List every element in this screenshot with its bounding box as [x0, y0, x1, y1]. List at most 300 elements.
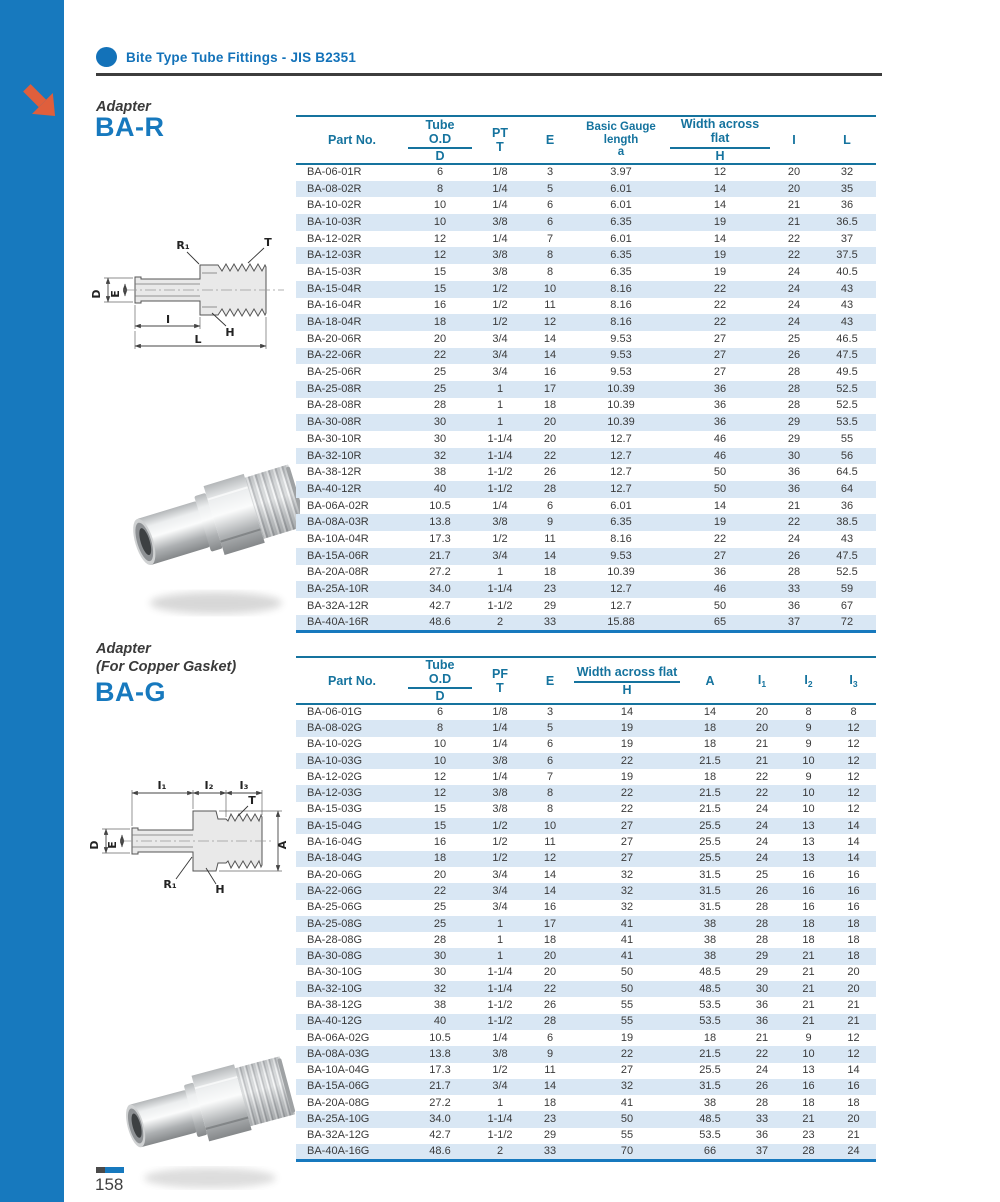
table-cell: 3/4: [492, 1080, 508, 1093]
table-row: [296, 981, 876, 997]
table-cell: 13: [802, 1064, 815, 1077]
table-cell: 25: [433, 901, 447, 914]
table-cell: 1: [496, 1096, 504, 1109]
table-cell: 16: [847, 901, 860, 914]
table-cell: BA-30-08G: [307, 950, 363, 963]
table-cell: 21: [755, 754, 769, 767]
table-cell: BA-10A-04G: [307, 1064, 370, 1077]
table-row: [296, 1095, 876, 1111]
table-cell: 24: [787, 316, 801, 329]
table-cell: 1: [496, 566, 504, 579]
table-cell: 38: [703, 950, 717, 963]
table-cell: 14: [543, 868, 557, 881]
table-cell: 15: [433, 803, 447, 816]
table-cell: 5: [546, 182, 554, 195]
table-cell: 16: [802, 868, 815, 881]
table-cell: 36: [787, 466, 801, 479]
section2-kind-sublabel: (For Copper Gasket): [96, 659, 237, 675]
table-cell: 21: [802, 1015, 815, 1028]
table-cell: 21.5: [699, 803, 721, 816]
table-cell: 36: [787, 599, 801, 612]
table-cell: 21: [802, 982, 815, 995]
table-cell: 21: [755, 738, 769, 751]
table-cell: 3/8: [492, 265, 508, 278]
table-cell: 9.53: [610, 549, 632, 562]
table-cell: 1/2: [492, 316, 508, 329]
table-cell: 1: [496, 399, 504, 412]
table-cell: 18: [703, 770, 717, 783]
table-cell: 26: [543, 466, 557, 479]
table-cell: 6: [546, 199, 554, 212]
table-cell: 36: [755, 998, 769, 1011]
table-cell: BA-15-03G: [307, 803, 363, 816]
table-cell: 1/4: [492, 1031, 508, 1044]
table-cell: 50: [713, 599, 727, 612]
table-cell: 28: [787, 566, 801, 579]
table-cell: 3.97: [610, 166, 632, 179]
table-cell: 13: [802, 819, 815, 832]
table-cell: 32: [840, 166, 854, 179]
table-cell: 10: [433, 199, 447, 212]
table-cell: 12: [433, 232, 447, 245]
table-cell: 12.7: [610, 599, 632, 612]
table-cell: 36: [713, 566, 727, 579]
table-cell: 32: [620, 901, 634, 914]
table-cell: 24: [787, 265, 801, 278]
table-cell: 22: [433, 349, 447, 362]
table-cell: BA-28-08R: [307, 399, 362, 412]
table-cell: 8.16: [610, 532, 632, 545]
table-cell: 22: [620, 1047, 634, 1060]
table-cell: 19: [713, 265, 727, 278]
table-cell: 26: [787, 349, 801, 362]
table-cell: 18: [802, 1096, 815, 1109]
table-cell: BA-10-03R: [307, 215, 362, 228]
table-cell: BA-28-08G: [307, 933, 363, 946]
table-cell: 3/8: [492, 516, 508, 529]
table-cell: 53.5: [836, 416, 858, 429]
table-cell: BA-18-04R: [307, 316, 362, 329]
table-cell: 11: [544, 532, 556, 545]
table-cell: 3: [546, 706, 554, 719]
table-cell: 24: [755, 852, 769, 865]
table-cell: 27.2: [429, 566, 451, 579]
table-row: [296, 1128, 876, 1144]
dim-label-l: L: [194, 333, 202, 346]
ba-g-table-header-row: [296, 657, 876, 704]
table-cell: 1: [496, 950, 504, 963]
table-cell: 27: [620, 1064, 634, 1077]
table-cell: BA-22-06G: [307, 884, 363, 897]
table-cell: 14: [543, 332, 557, 345]
table-cell: 5: [546, 721, 554, 734]
table-cell: BA-30-10R: [307, 432, 362, 445]
table-row: [296, 1079, 876, 1095]
table-cell: 16: [543, 366, 557, 379]
table-cell: BA-06-01G: [307, 706, 363, 719]
table-cell: 10: [802, 803, 815, 816]
table-cell: 9.53: [610, 332, 632, 345]
table-cell: 6: [436, 166, 444, 179]
table-cell: 32: [433, 449, 447, 462]
ba-r-table-header-row: [296, 116, 876, 164]
table-cell: 20: [847, 982, 860, 995]
table-cell: 24: [847, 1144, 860, 1157]
table-cell: 40: [433, 1015, 447, 1028]
table-cell: 2: [496, 615, 504, 628]
table-row: [296, 448, 876, 465]
table-cell: 3/8: [492, 215, 508, 228]
table-cell: 14: [543, 549, 557, 562]
table-cell: 25: [787, 332, 801, 345]
table-cell: 14: [847, 1064, 860, 1077]
table-cell: 20: [847, 966, 860, 979]
table-cell: 38: [433, 998, 447, 1011]
ba-r-table: [296, 115, 876, 633]
table-cell: 46.5: [836, 332, 858, 345]
table-cell: 24: [787, 532, 801, 545]
table-cell: 36: [713, 382, 727, 395]
table-cell: 24: [755, 803, 769, 816]
table-cell: 1-1/2: [487, 466, 513, 479]
col-header-width-across-flat: Width across flat H: [572, 657, 682, 704]
table-cell: 52.5: [836, 566, 858, 579]
table-cell: 18: [543, 399, 557, 412]
table-cell: 28: [787, 399, 801, 412]
table-row: [296, 381, 876, 398]
table-cell: BA-25A-10R: [307, 583, 369, 596]
table-cell: 14: [703, 706, 717, 719]
table-cell: 6.01: [610, 182, 632, 195]
table-cell: 25.5: [699, 852, 721, 865]
table-cell: 20: [755, 706, 769, 719]
table-cell: 7: [546, 770, 554, 783]
col-header-pt: PT T: [492, 126, 508, 154]
table-cell: 31.5: [699, 1080, 721, 1093]
table-cell: 1-1/4: [487, 982, 513, 995]
table-cell: 46: [713, 449, 727, 462]
table-cell: 26: [755, 1080, 769, 1093]
table-cell: 6.35: [610, 516, 632, 529]
table-row: [296, 398, 876, 415]
table-cell: 24: [787, 282, 801, 295]
table-cell: 37: [840, 232, 854, 245]
table-cell: BA-15A-06R: [307, 549, 369, 562]
table-cell: BA-12-03G: [307, 787, 363, 800]
table-cell: 36: [840, 199, 854, 212]
table-cell: 21: [787, 499, 801, 512]
table-cell: BA-18-04G: [307, 852, 363, 865]
table-cell: 27: [620, 819, 634, 832]
table-cell: 9: [805, 738, 812, 751]
table-cell: 28: [433, 933, 447, 946]
table-cell: 52.5: [836, 399, 858, 412]
table-cell: 28: [433, 399, 447, 412]
table-row: [296, 997, 876, 1013]
table-cell: 37: [755, 1144, 769, 1157]
table-cell: 9: [805, 1031, 812, 1044]
table-cell: 22: [543, 449, 557, 462]
table-cell: 14: [847, 819, 860, 832]
table-cell: 30: [433, 950, 447, 963]
table-cell: 50: [620, 1113, 634, 1126]
table-cell: 20: [787, 166, 801, 179]
table-cell: 8.16: [610, 299, 632, 312]
table-cell: 18: [802, 933, 815, 946]
table-row: [296, 231, 876, 248]
table-cell: 59: [840, 583, 854, 596]
table-cell: 18: [802, 917, 815, 930]
footer-bar-dark: [96, 1167, 105, 1173]
table-cell: 12: [433, 249, 447, 262]
dim-label-d: D: [88, 840, 101, 850]
table-cell: BA-16-04G: [307, 836, 363, 849]
table-cell: 8.16: [610, 316, 632, 329]
col-header-i: I: [792, 133, 796, 147]
table-cell: 16: [802, 1080, 815, 1093]
table-cell: 38: [703, 1096, 717, 1109]
table-cell: 1-1/2: [487, 998, 513, 1011]
table-cell: BA-40-12G: [307, 1015, 363, 1028]
table-cell: 70: [620, 1144, 634, 1157]
table-cell: 10: [433, 738, 447, 751]
table-cell: 9: [546, 1047, 554, 1060]
table-cell: 6: [436, 706, 444, 719]
table-cell: 18: [543, 1096, 557, 1109]
table-cell: 10: [433, 215, 447, 228]
table-row: [296, 769, 876, 785]
table-cell: 3/8: [492, 249, 508, 262]
table-cell: 38: [433, 466, 447, 479]
table-cell: 10.5: [429, 499, 451, 512]
table-cell: 18: [543, 933, 557, 946]
table-cell: 50: [713, 466, 727, 479]
table-cell: 30: [433, 416, 447, 429]
footer-bar-blue: [105, 1167, 124, 1173]
table-cell: 21: [847, 998, 860, 1011]
table-cell: 32: [620, 884, 634, 897]
table-row: [296, 498, 876, 515]
col-header-basic-gauge-length: Basic Gauge length a: [586, 121, 656, 159]
table-row: [296, 548, 876, 565]
table-cell: 12: [847, 1031, 860, 1044]
table-row: [296, 531, 876, 548]
dim-label-i3: I₃: [239, 779, 249, 792]
table-row: [296, 753, 876, 769]
table-cell: 66: [703, 1144, 717, 1157]
table-cell: 28: [755, 933, 769, 946]
table-cell: BA-15-03R: [307, 265, 362, 278]
table-cell: 18: [847, 950, 860, 963]
table-cell: 3/4: [492, 349, 508, 362]
table-cell: 3/8: [492, 1047, 508, 1060]
table-cell: BA-25-08R: [307, 382, 362, 395]
col-header-l: L: [843, 133, 851, 147]
table-cell: 1/4: [492, 721, 508, 734]
table-cell: 9.53: [610, 349, 632, 362]
table-cell: 34.0: [429, 1113, 451, 1126]
table-cell: 6.01: [610, 199, 632, 212]
table-cell: BA-38-12G: [307, 998, 363, 1011]
table-row: [296, 851, 876, 867]
table-cell: 36: [713, 399, 727, 412]
table-cell: 36: [840, 499, 854, 512]
table-row: [296, 181, 876, 198]
table-cell: 6: [546, 215, 554, 228]
dim-label-h: H: [215, 883, 225, 896]
table-cell: 32: [620, 1080, 634, 1093]
section1-kind-label: Adapter: [96, 99, 151, 115]
table-cell: 8: [546, 803, 554, 816]
table-row: [296, 331, 876, 348]
table-cell: 25.5: [699, 819, 721, 832]
table-cell: 28: [755, 1096, 769, 1109]
table-cell: 48.6: [429, 615, 451, 628]
table-row: [296, 900, 876, 916]
table-row: [296, 414, 876, 431]
table-cell: BA-32A-12R: [307, 599, 369, 612]
table-cell: 1/4: [492, 738, 508, 751]
table-cell: 22: [755, 1047, 769, 1060]
table-cell: 20: [543, 966, 557, 979]
table-cell: BA-10-03G: [307, 754, 363, 767]
table-cell: 18: [703, 738, 717, 751]
table-cell: 47.5: [836, 349, 858, 362]
table-cell: 23: [802, 1129, 815, 1142]
table-cell: 27: [620, 836, 634, 849]
table-cell: 50: [620, 982, 634, 995]
ba-r-technical-drawing: [78, 233, 292, 355]
table-cell: 12: [433, 770, 447, 783]
table-cell: 43: [840, 532, 854, 545]
table-cell: 11: [544, 836, 556, 849]
table-cell: 12: [543, 852, 557, 865]
col-header-part-no: Part No.: [328, 133, 376, 147]
table-cell: 27: [713, 332, 727, 345]
table-cell: 27: [713, 366, 727, 379]
ba-r-product-photo: [128, 418, 300, 630]
table-cell: 22: [755, 770, 769, 783]
table-cell: 21: [847, 1129, 860, 1142]
table-cell: 18: [847, 1096, 860, 1109]
table-cell: 31.5: [699, 901, 721, 914]
table-cell: BA-25-06R: [307, 366, 362, 379]
table-cell: 20: [543, 950, 557, 963]
table-cell: 40: [433, 482, 447, 495]
table-row: [296, 431, 876, 448]
table-cell: 25.5: [699, 836, 721, 849]
table-cell: 22: [787, 232, 801, 245]
table-row: [296, 948, 876, 964]
table-cell: 1-1/2: [487, 1015, 513, 1028]
table-cell: 12: [847, 738, 860, 751]
dim-label-r1: R₁: [176, 239, 190, 252]
table-cell: BA-20-06R: [307, 332, 362, 345]
col-header-width-across-flat: Width across flat H: [670, 116, 770, 164]
table-cell: 34.0: [429, 583, 451, 596]
table-cell: 22: [543, 982, 557, 995]
dim-label-a: A: [276, 840, 289, 850]
table-cell: BA-12-02G: [307, 770, 363, 783]
table-cell: 16: [847, 868, 860, 881]
table-cell: 24: [755, 819, 769, 832]
table-cell: 36: [787, 482, 801, 495]
table-cell: 10.39: [607, 382, 635, 395]
table-row: [296, 785, 876, 801]
table-row: [296, 514, 876, 531]
table-cell: 1: [496, 382, 504, 395]
table-cell: 12.7: [610, 583, 632, 596]
table-cell: 46: [713, 432, 727, 445]
table-cell: BA-25A-10G: [307, 1113, 370, 1126]
table-cell: 27.2: [429, 1096, 451, 1109]
table-cell: 36: [755, 1129, 769, 1142]
table-cell: 30: [433, 966, 447, 979]
table-cell: 53.5: [699, 1129, 721, 1142]
table-row: [296, 197, 876, 214]
table-cell: 10: [802, 1047, 815, 1060]
table-cell: BA-10-02G: [307, 738, 363, 751]
table-cell: 28: [543, 482, 557, 495]
table-cell: 64.5: [836, 466, 858, 479]
header-rule: [96, 73, 882, 76]
table-cell: 67: [840, 599, 854, 612]
table-cell: 13: [802, 852, 815, 865]
table-cell: 20: [787, 182, 801, 195]
table-cell: 9: [805, 770, 812, 783]
table-cell: 8: [546, 249, 554, 262]
table-cell: 11: [544, 1064, 556, 1077]
table-cell: 8: [436, 182, 444, 195]
table-cell: 6: [546, 738, 554, 751]
table-cell: 1: [496, 917, 504, 930]
table-cell: 18: [433, 316, 447, 329]
table-cell: 9.53: [610, 366, 632, 379]
table-cell: 23: [543, 1113, 557, 1126]
table-cell: 38: [703, 917, 717, 930]
table-cell: 55: [620, 1129, 634, 1142]
table-cell: 42.7: [429, 1129, 451, 1142]
table-cell: 18: [543, 566, 557, 579]
table-cell: 3/8: [492, 754, 508, 767]
table-cell: 12: [847, 803, 860, 816]
table-cell: BA-25-08G: [307, 917, 363, 930]
dim-label-d: D: [90, 289, 103, 299]
table-cell: 36.5: [836, 215, 858, 228]
table-cell: 33: [543, 615, 557, 628]
table-cell: 12: [847, 770, 860, 783]
table-cell: 33: [787, 583, 801, 596]
table-cell: 14: [543, 884, 557, 897]
table-cell: 12: [847, 1047, 860, 1060]
table-cell: 55: [840, 432, 854, 445]
table-row: [296, 214, 876, 231]
table-cell: 1-1/4: [487, 583, 513, 596]
table-cell: 20: [543, 432, 557, 445]
table-row: [296, 615, 876, 632]
dim-label-e: E: [106, 841, 119, 849]
table-cell: 21: [802, 966, 815, 979]
table-cell: 18: [847, 917, 860, 930]
table-cell: 1-1/2: [487, 599, 513, 612]
table-cell: 10.39: [607, 416, 635, 429]
table-cell: 49.5: [836, 366, 858, 379]
table-cell: 14: [847, 836, 860, 849]
table-cell: 29: [543, 1129, 557, 1142]
table-cell: BA-30-10G: [307, 966, 363, 979]
table-cell: BA-08-02G: [307, 721, 363, 734]
table-cell: 22: [787, 249, 801, 262]
